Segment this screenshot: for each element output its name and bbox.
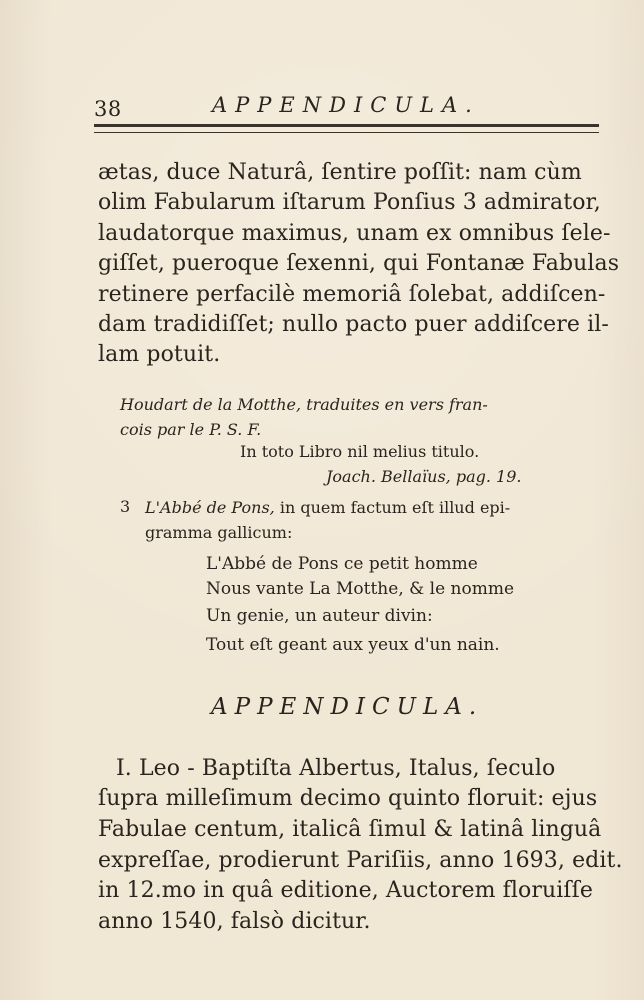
note-number: 3 [120, 497, 131, 516]
appendix-line: expreſſae, prodierunt Pariſiis, anno 1693, edit. [98, 848, 623, 873]
main-text-line: laudatorque maximus, unam ex omnibus ſele- [98, 221, 611, 246]
appendix-line: in 12.mo in quâ editione, Auctorem floruiſſe [98, 878, 593, 903]
verse-line: L'Abbé de Pons ce petit homme [206, 554, 478, 574]
bottom-rule [94, 132, 599, 133]
verse-line: Un genie, un auteur divin: [206, 606, 433, 626]
note-line: gramma gallicum: [145, 523, 293, 542]
note-text: in quem factum eſt illud epi- [274, 498, 511, 517]
note-name: L'Abbé de Pons, [145, 498, 275, 517]
verse-line: Nous vante La Motthe, & le nomme [206, 579, 515, 599]
appendix-line: ſupra milleſimum decimo quinto floruit: ejus [98, 786, 598, 811]
section-title: APPENDICULA. [211, 694, 484, 720]
main-text-line: ætas, duce Naturâ, ſentire poſſit: nam cùm [98, 160, 582, 185]
note-line [145, 497, 644, 518]
signature: Joach. Bellaïus, pag. 19. [326, 467, 522, 486]
appendix-line: anno 1540, falsò dicitur. [98, 909, 371, 934]
top-rule [94, 124, 599, 127]
main-text-line: retinere perfacilè memoriâ ſolebat, addiſcen- [98, 282, 606, 307]
main-text-line: giſſet, pueroque ſexenni, qui Fontanæ Fabulas [98, 251, 620, 276]
page-number: 38 [94, 97, 122, 121]
main-text-line: dam tradidiſſet; nullo pacto puer addiſcere il- [98, 312, 609, 337]
verse-line: Tout eſt geant aux yeux d'un nain. [206, 635, 500, 655]
main-text-line: olim Fabularum iſtarum Ponſius 3 admirator, [98, 190, 601, 215]
note-line: cois par le P. S. F. [120, 420, 262, 439]
note-line: Houdart de la Motthe, traduites en vers fran- [120, 395, 488, 414]
note-line: In toto Libro nil melius titulo. [240, 442, 480, 461]
header-rule [94, 121, 599, 137]
appendix-line: Fabulae centum, italicâ ſimul & latinâ linguâ [98, 817, 602, 842]
running-head: APPENDICULA. [212, 93, 480, 117]
appendix-line: I. Leo - Baptiſta Albertus, Italus, ſeculo [116, 756, 556, 781]
main-text-line: lam potuit. [98, 342, 221, 367]
